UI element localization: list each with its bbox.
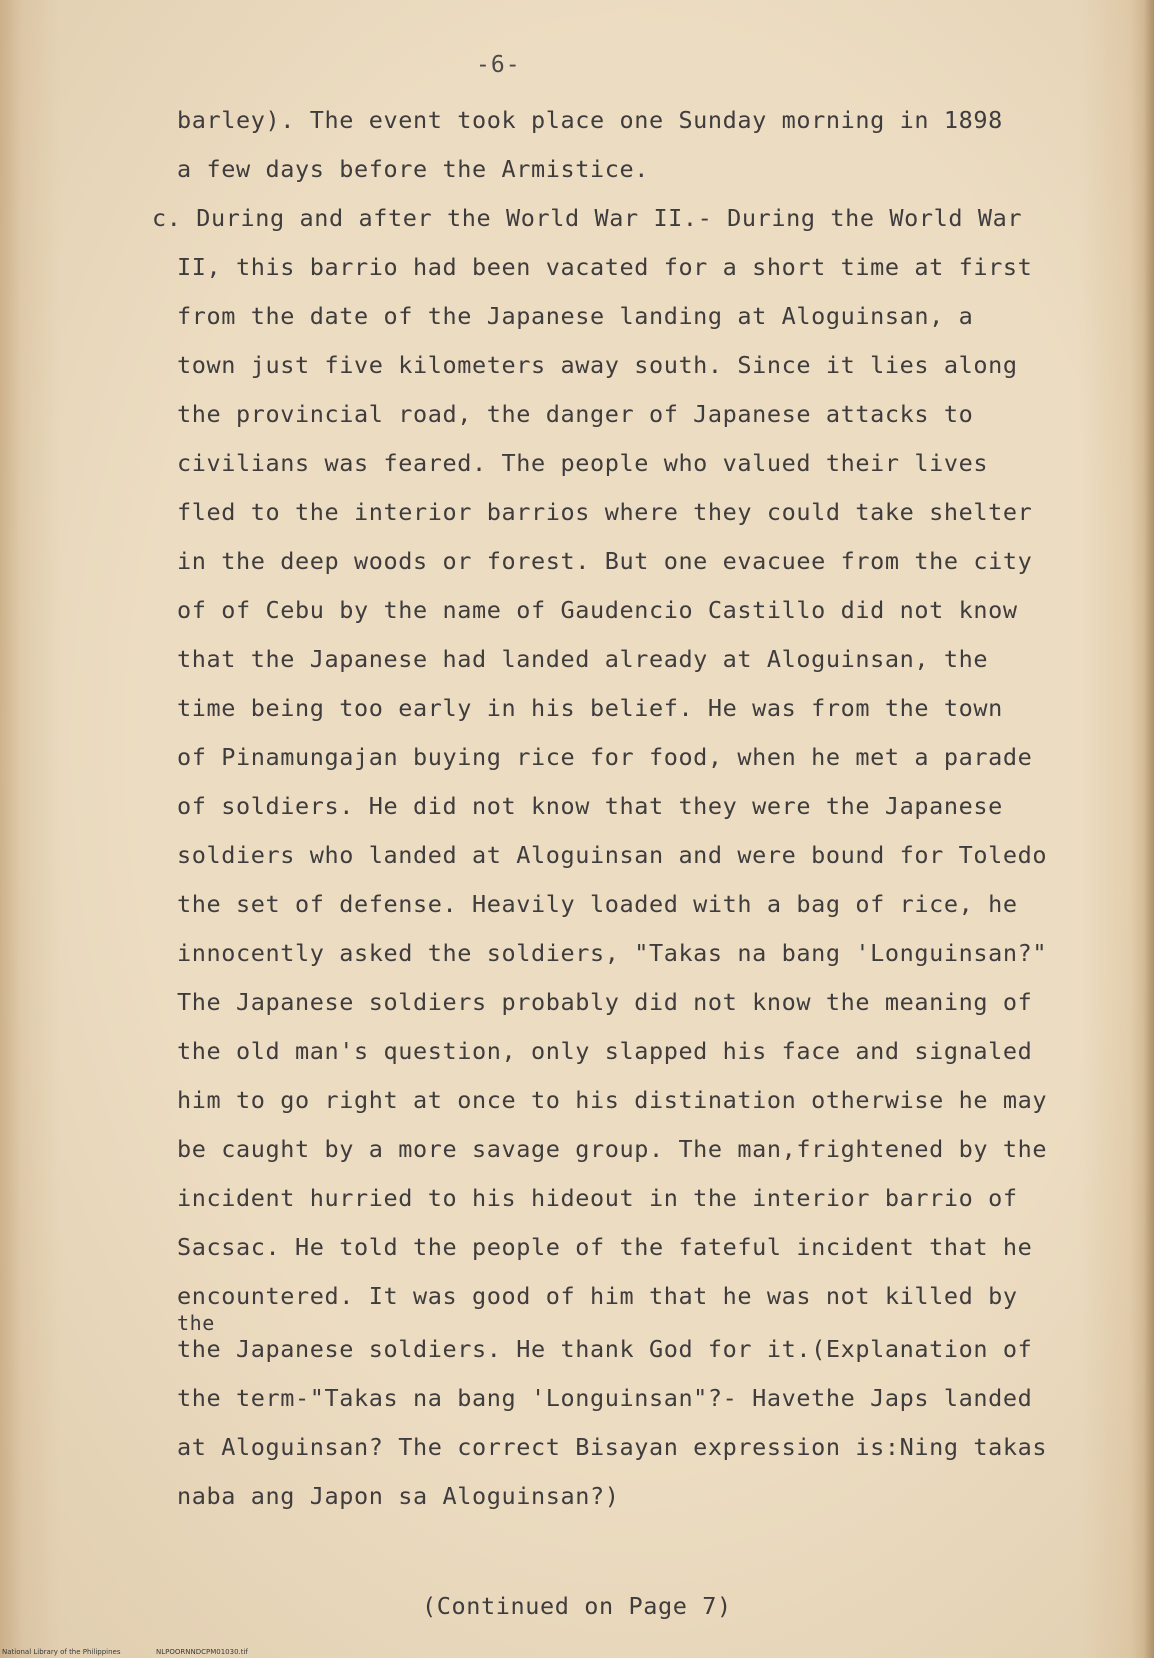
text-line: at Aloguinsan? The correct Bisayan expression is:Ning takas [177,1433,1048,1461]
text-line: town just five kilometers away south. Since it lies along [177,351,1018,379]
footer-file: NLPOORNNDCPM01030.tif [156,1648,248,1656]
footer-library: National Library of the Philippines [2,1648,121,1656]
text-line: the provincial road, the danger of Japanese attacks to [177,400,974,428]
continued-note: (Continued on Page 7) [422,1592,732,1620]
text-line: encountered. It was good of him that he was not killed by [177,1282,1018,1310]
text-line: the term-"Takas na bang 'Longuinsan"?- Havethe Japs landed [177,1384,1033,1412]
text-line: of Pinamungajan buying rice for food, when he met a parade [177,743,1033,771]
text-line: of of Cebu by the name of Gaudencio Castillo did not know [177,596,1018,624]
text-line: naba ang Japon sa Aloguinsan?) [177,1482,620,1510]
text-line: soldiers who landed at Aloguinsan and were bound for Toledo [177,841,1048,869]
text-line: time being too early in his belief. He was from the town [177,694,1003,722]
text-line: fled to the interior barrios where they could take shelter [177,498,1033,526]
page-number: -6- [476,52,521,78]
text-line: The Japanese soldiers probably did not know the meaning of [177,988,1033,1016]
text-line-item-c: c. During and after the World War II.- During the World War [152,204,1023,232]
page-edge-shadow [1144,0,1154,1658]
text-line: II, this barrio had been vacated for a short time at first [177,253,1033,281]
text-line: a few days before the Armistice. [177,155,649,183]
text-line: him to go right at once to his distination otherwise he may [177,1086,1048,1114]
text-line: the Japanese soldiers. He thank God for it.(Explanation of [177,1335,1033,1363]
text-line: barley). The event took place one Sunday morning in 1898 [177,106,1003,134]
text-line: the old man's question, only slapped his face and signaled [177,1037,1033,1065]
text-line: Sacsac. He told the people of the fateful incident that he [177,1233,1033,1261]
text-line: that the Japanese had landed already at Aloguinsan, the [177,645,989,673]
text-line: in the deep woods or forest. But one evacuee from the city [177,547,1033,575]
text-line: from the date of the Japanese landing at Aloguinsan, a [177,302,974,330]
text-line: the set of defense. Heavily loaded with a bag of rice, he [177,890,1018,918]
text-line: be caught by a more savage group. The man,frightened by the [177,1135,1048,1163]
text-line-correction: the [177,1311,215,1335]
text-line: of soldiers. He did not know that they were the Japanese [177,792,1003,820]
text-line: innocently asked the soldiers, "Takas na bang 'Longuinsan?" [177,939,1048,967]
text-line: civilians was feared. The people who valued their lives [177,449,989,477]
text-line: incident hurried to his hideout in the interior barrio of [177,1184,1018,1212]
